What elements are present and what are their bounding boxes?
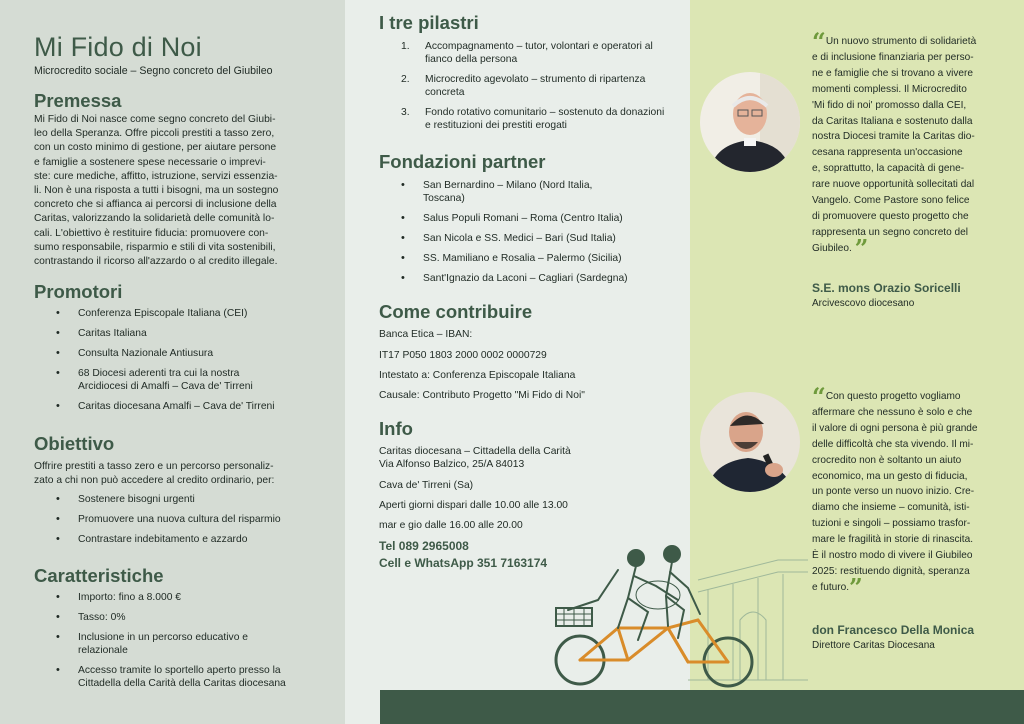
portrait-francesco-della-monica	[700, 392, 800, 492]
tandem-bike-illustration	[548, 540, 808, 690]
caratteristiche-list	[56, 591, 306, 697]
premessa-text: Mi Fido di Noi nasce come segno concreto del Giubi- leo della Speranza. Offre piccoli prestiti a tasso zero, con un costo minimo di gestione, per aiutare persone e famiglie a sostenere spese necessarie o imprevi- ste: cure mediche, affitto, istruzione, servizi essenzia- li. Non è una risposta a tutti i bisogni, ma un sostegno concreto che si affianca ai percorsi di inclusione della Caritas, valorizzando la solidarietà delle comunità lo- cali. L'obiettivo è restituire fiducia: promuovere con- sumo responsabile, risparmio e stili di vita sostenibili, contrastando il ricorso all'azzardo o al credito illegale.	[34, 114, 279, 268]
quote-della-monica: “Con questo progetto vogliamo affermare che nessuno è solo e che il valore di ogni persona è più grande delle difficoltà che sta vivendo. Il mi- crocredito non è soltanto un aiuto economico, ma un gesto di fiducia, un ponte verso un nuovo inizio. Cre- diamo che insieme – comunità, isti- tuzioni e singoli – possiamo trasfor- mare le fragilità in storie di rinascita. È il nostro modo di vivere il Giubileo 2025: restituendo dignità, speranza e futuro.”	[812, 382, 978, 602]
iban-value: IT17 P050 1803 2000 0002 0000729	[379, 350, 547, 361]
obiettivo-list	[56, 493, 326, 553]
contribuire-heading: Come contribuire	[379, 301, 533, 322]
list-item: • Caritas Italiana	[56, 327, 316, 340]
bank-label: Banca Etica – IBAN:	[379, 329, 473, 340]
list-item: • Importo: fino a 8.000 €	[56, 591, 306, 604]
close-quote-icon: ”	[849, 572, 863, 602]
list-item: • Sostenere bisogni urgenti	[56, 493, 326, 506]
role-della-monica: Direttore Caritas Diocesana	[812, 640, 935, 651]
list-item: 1. Accompagnamento – tutor, volontari e operatori al fianco della persona	[401, 41, 653, 65]
brochure-subtitle: Microcredito sociale – Segno concreto del Giubileo	[34, 65, 273, 77]
open-quote-icon: “	[812, 27, 826, 56]
author-soricelli: S.E. mons Orazio Soricelli	[812, 281, 961, 295]
portrait-orazio-soricelli	[700, 72, 800, 172]
fondazioni-list	[401, 179, 671, 292]
list-item: • 68 Diocesi aderenti tra cui la nostra Arcidiocesi di Amalfi – Cava de' Tirreni	[56, 367, 281, 393]
list-item: • Caritas diocesana Amalfi – Cava de' Tirreni	[56, 400, 316, 413]
brochure-title: Mi Fido di Noi	[34, 32, 202, 62]
list-item: • SS. Mamiliano e Rosalia – Palermo (Sicilia)	[401, 252, 671, 265]
list-item: • Tasso: 0%	[56, 611, 306, 624]
list-item: 2. Microcredito agevolato – strumento di ripartenza concreta	[401, 74, 646, 98]
obiettivo-heading: Obiettivo	[34, 433, 115, 454]
portrait-photo-icon	[700, 392, 800, 492]
list-item: • San Bernardino – Milano (Nord Italia, Toscana)	[401, 179, 626, 205]
footer-bar	[380, 690, 1024, 724]
address-line-2: Via Alfonso Balzico, 25/A 84013	[379, 459, 525, 470]
quote-soricelli: “Un nuovo strumento di solidarietà e di inclusione finanziaria per perso- ne e famiglie che si trovano a vivere momenti complessi. Il Microcredito 'Mi fido di noi' promosso dalla CEI, da Caritas Italiana e sostenuto dalla nostra Diocesi tramite la Caritas dio- cesana rappresenta un'occasione e, soprattutto, la capacità di gene- rare nuove opportunità sollecitati dal Vangelo. Come Pastore sono felice di promuovere questo progetto che rappresenta un segno concreto del Giubileo. ”	[812, 27, 977, 263]
whatsapp-number: Cell e WhatsApp 351 7163174	[379, 556, 548, 570]
hours-line-2: mar e gio dalle 16.00 alle 20.00	[379, 520, 523, 531]
list-item: • Salus Populi Romani – Roma (Centro Italia)	[401, 212, 671, 225]
address-line-1: Caritas diocesana – Cittadella della Carità	[379, 446, 571, 457]
intestato-text: Intestato a: Conferenza Episcopale Italiana	[379, 370, 576, 381]
list-item: • Sant'Ignazio da Laconi – Cagliari (Sardegna)	[401, 272, 671, 285]
author-della-monica: don Francesco Della Monica	[812, 623, 975, 637]
list-item: • San Nicola e SS. Medici – Bari (Sud Italia)	[401, 232, 671, 245]
caratteristiche-heading: Caratteristiche	[34, 565, 164, 586]
promotori-heading: Promotori	[34, 281, 123, 302]
role-soricelli: Arcivescovo diocesano	[812, 298, 915, 309]
city-text: Cava de' Tirreni (Sa)	[379, 480, 474, 491]
pilastri-heading: I tre pilastri	[379, 12, 479, 33]
open-quote-icon: “	[812, 382, 826, 411]
list-item: • Promuovere una nuova cultura del risparmio	[56, 513, 326, 526]
premessa-heading: Premessa	[34, 90, 122, 111]
obiettivo-text: Offrire prestiti a tasso zero e un percorso personaliz- zato a chi non può accedere al credito ordinario, per:	[34, 461, 275, 487]
list-item: 3. Fondo rotativo comunitario – sostenuto da donazioni e restituzioni dei prestiti erogati	[401, 107, 665, 131]
list-item: • Accesso tramite lo sportello aperto presso la Cittadella della Carità della Caritas diocesana	[56, 664, 306, 690]
list-item: • Contrastare indebitamento e azzardo	[56, 533, 326, 546]
causale-text: Causale: Contributo Progetto "Mi Fido di Noi"	[379, 390, 585, 401]
telephone-number: Tel 089 2965008	[379, 539, 469, 553]
list-item: • Consulta Nazionale Antiusura	[56, 347, 316, 360]
hours-line-1: Aperti giorni dispari dalle 10.00 alle 13.00	[379, 500, 568, 511]
fondazioni-heading: Fondazioni partner	[379, 151, 546, 172]
info-heading: Info	[379, 418, 413, 439]
pilastri-list	[401, 40, 671, 139]
portrait-photo-icon	[700, 72, 800, 172]
list-item: • Conferenza Episcopale Italiana (CEI)	[56, 307, 316, 320]
list-item: • Inclusione in un percorso educativo e relazionale	[56, 631, 271, 657]
close-quote-icon: ”	[854, 233, 869, 263]
promotori-list	[56, 307, 316, 420]
